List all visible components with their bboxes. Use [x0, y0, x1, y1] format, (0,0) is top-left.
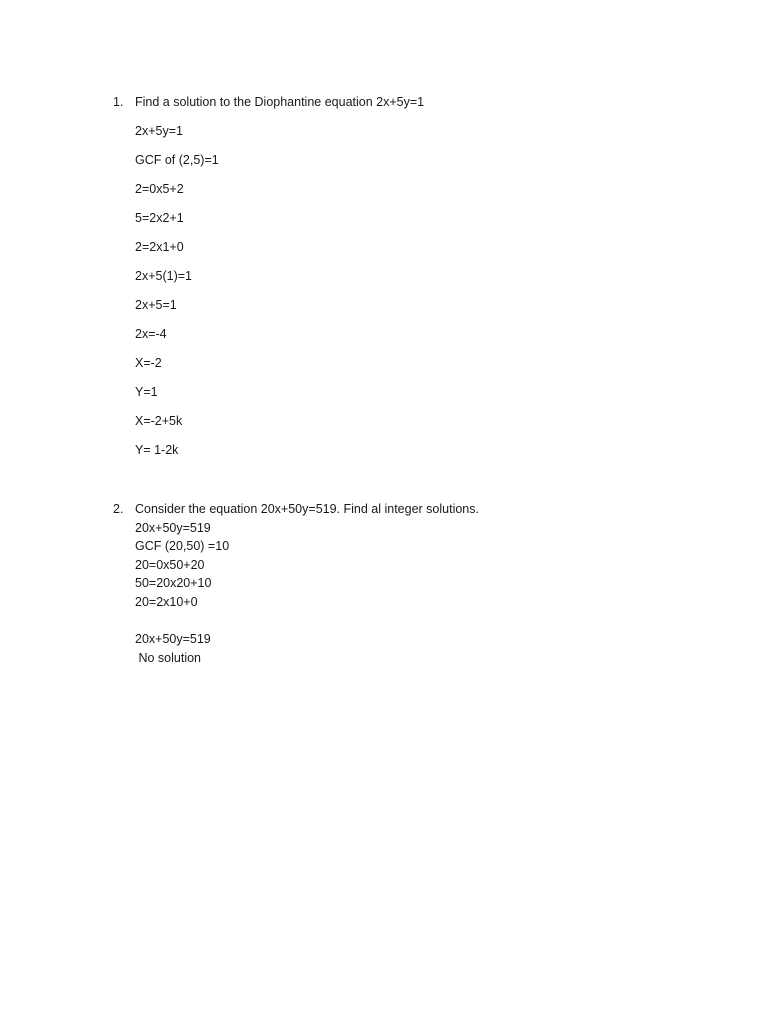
step-line: GCF of (2,5)=1 [135, 153, 219, 167]
step-line: Y= 1-2k [135, 443, 179, 457]
question-1-header [113, 93, 673, 111]
question-2-number: 2. [113, 502, 124, 516]
step-line: 2x=-4 [135, 327, 167, 341]
question-1-number: 1. [113, 95, 124, 109]
step-line: 50=20x20+10 [135, 576, 212, 590]
step-line: 20x+50y=519 [135, 520, 211, 535]
conclusion-line: 20x+50y=519 [135, 632, 211, 646]
step-line: 2x+5y=1 [135, 124, 183, 138]
step-line: 2x+5=1 [135, 298, 177, 312]
question-1 [113, 93, 673, 457]
question-1-prompt: Find a solution to the Diophantine equation 2x+5y=1 [135, 95, 425, 109]
question-2-prompt: Consider the equation 20x+50y=519. Find al integer solutions. [135, 502, 479, 516]
conclusion-line: No solution [135, 650, 202, 665]
question-2 [113, 500, 673, 665]
step-line: GCF (20,50) =10 [135, 539, 230, 553]
step-line: 2x+5(1)=1 [135, 269, 192, 283]
step-line: 20=2x10+0 [135, 594, 198, 609]
question-1-steps [135, 122, 219, 470]
question-2-header [113, 500, 673, 518]
step-line: X=-2 [135, 356, 162, 370]
step-line: X=-2+5k [135, 414, 183, 428]
step-line: 2=0x5+2 [135, 182, 184, 196]
step-line: 2=2x1+0 [135, 240, 184, 254]
step-line: Y=1 [135, 385, 158, 399]
question-2-steps [135, 519, 229, 612]
step-line: 20=0x50+20 [135, 557, 205, 572]
question-2-conclusion [135, 630, 211, 667]
step-line: 5=2x2+1 [135, 211, 184, 225]
